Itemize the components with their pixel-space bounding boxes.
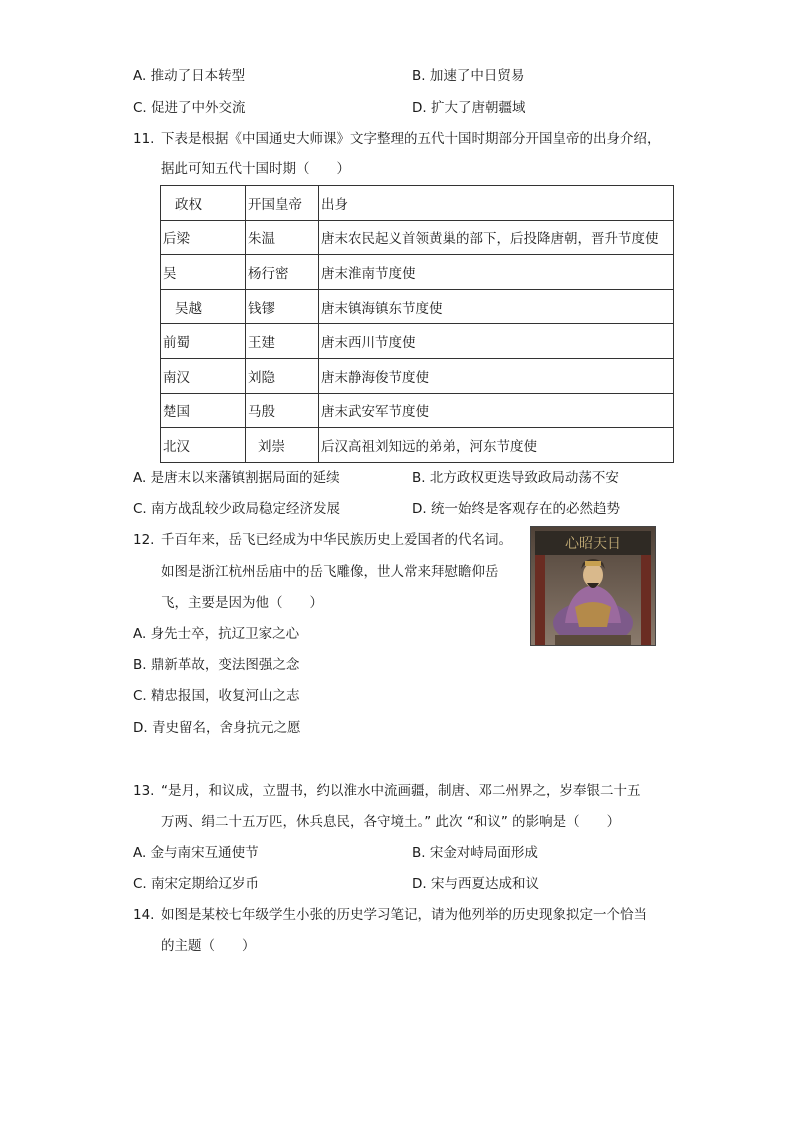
- plaque-text: 心昭天日: [565, 536, 621, 552]
- table-header-cell: 开国皇帝: [246, 186, 319, 221]
- q10-option-c: C. 促进了中外交流: [133, 100, 246, 116]
- q12-option-c: C. 精忠报国，收复河山之志: [133, 688, 300, 704]
- table-cell: 唐末农民起义首领黄巢的部下，后投降唐朝，晋升节度使: [319, 220, 674, 255]
- table-cell: 王建: [246, 324, 319, 359]
- q10-option-d: D. 扩大了唐朝疆域: [412, 100, 526, 116]
- q11-stem-line2: 据此可知五代十国时期（ ）: [161, 161, 350, 177]
- q12-stem-line1: 千百年来，岳飞已经成为中华民族历史上爱国者的代名词。: [161, 532, 512, 548]
- table-cell: 唐末西川节度使: [319, 324, 674, 359]
- table-cell: 朱温: [246, 220, 319, 255]
- yue-fei-statue-photo: [530, 526, 656, 646]
- table-header-row: [161, 186, 674, 221]
- table-cell: 马殷: [246, 393, 319, 428]
- q13-number: 13.: [133, 783, 155, 799]
- table-header-cell: 政权: [161, 186, 246, 221]
- table-row: [161, 358, 674, 393]
- q11-stem-line1: 下表是根据《中国通史大师课》文字整理的五代十国时期部分开国皇帝的出身介绍，: [161, 131, 661, 147]
- table-row: [161, 289, 674, 324]
- table-cell: 北汉: [161, 428, 246, 463]
- q14-stem-line1: 如图是某校七年级学生小张的历史学习笔记，请为他列举的历史现象拟定一个恰当: [161, 907, 647, 923]
- table-cell: 唐末镇海镇东节度使: [319, 289, 674, 324]
- q13-option-b: B. 宋金对峙局面形成: [412, 845, 538, 861]
- table-row: [161, 220, 674, 255]
- q11-option-a: A. 是唐末以来藩镇割据局面的延续: [133, 470, 340, 486]
- table-row: [161, 324, 674, 359]
- q12-number: 12.: [133, 532, 155, 548]
- q13-stem-line2: 万两、绢二十五万匹，休兵息民，各守境土。” 此次 “和议” 的影响是（ ）: [161, 814, 621, 830]
- table-row: [161, 255, 674, 290]
- table-cell: 后梁: [161, 220, 246, 255]
- q12-option-d: D. 青史留名，舍身抗元之愿: [133, 720, 301, 736]
- table-cell: 刘崇: [246, 428, 319, 463]
- q12-option-b: B. 鼎新革故，变法图强之念: [133, 657, 300, 673]
- table-cell: 唐末武安军节度使: [319, 393, 674, 428]
- q13-option-d: D. 宋与西夏达成和议: [412, 876, 539, 892]
- q11-number: 11.: [133, 131, 155, 147]
- table-cell: 吴: [161, 255, 246, 290]
- table-row: [161, 428, 674, 463]
- table-header-cell: 出身: [319, 186, 674, 221]
- table-cell: 南汉: [161, 358, 246, 393]
- q13-option-a: A. 金与南宋互通使节: [133, 845, 259, 861]
- q12-stem-line3: 飞，主要是因为他（ ）: [161, 595, 323, 611]
- q13-option-c: C. 南宋定期给辽岁币: [133, 876, 260, 892]
- q14-number: 14.: [133, 907, 155, 923]
- table-cell: 唐末静海俊节度使: [319, 358, 674, 393]
- q14-stem-line2: 的主题（ ）: [161, 938, 256, 954]
- q12-stem-line2: 如图是浙江杭州岳庙中的岳飞雕像，世人常来拜慰瞻仰岳: [161, 564, 499, 580]
- table-cell: 楚国: [161, 393, 246, 428]
- table-cell: 后汉高祖刘知远的弟弟，河东节度使: [319, 428, 674, 463]
- q11-option-c: C. 南方战乱较少政局稳定经济发展: [133, 501, 341, 517]
- table-cell: 唐末淮南节度使: [319, 255, 674, 290]
- statue-illustration: [531, 527, 655, 645]
- table-cell: 吴越: [161, 289, 246, 324]
- table-cell: 刘隐: [246, 358, 319, 393]
- table-cell: 杨行密: [246, 255, 319, 290]
- q11-option-b: B. 北方政权更迭导致政局动荡不安: [412, 470, 619, 486]
- q10-option-a: A. 推动了日本转型: [133, 68, 246, 84]
- q11-table: [160, 185, 674, 463]
- q13-stem-line1: “是月，和议成，立盟书，约以淮水中流画疆，制唐、邓二州界之，岁奉银二十五: [161, 783, 641, 799]
- q12-option-a: A. 身先士卒，抗辽卫家之心: [133, 626, 300, 642]
- table-row: [161, 393, 674, 428]
- q10-option-b: B. 加速了中日贸易: [412, 68, 525, 84]
- q11-option-d: D. 统一始终是客观存在的必然趋势: [412, 501, 620, 517]
- table-cell: 钱镠: [246, 289, 319, 324]
- table-cell: 前蜀: [161, 324, 246, 359]
